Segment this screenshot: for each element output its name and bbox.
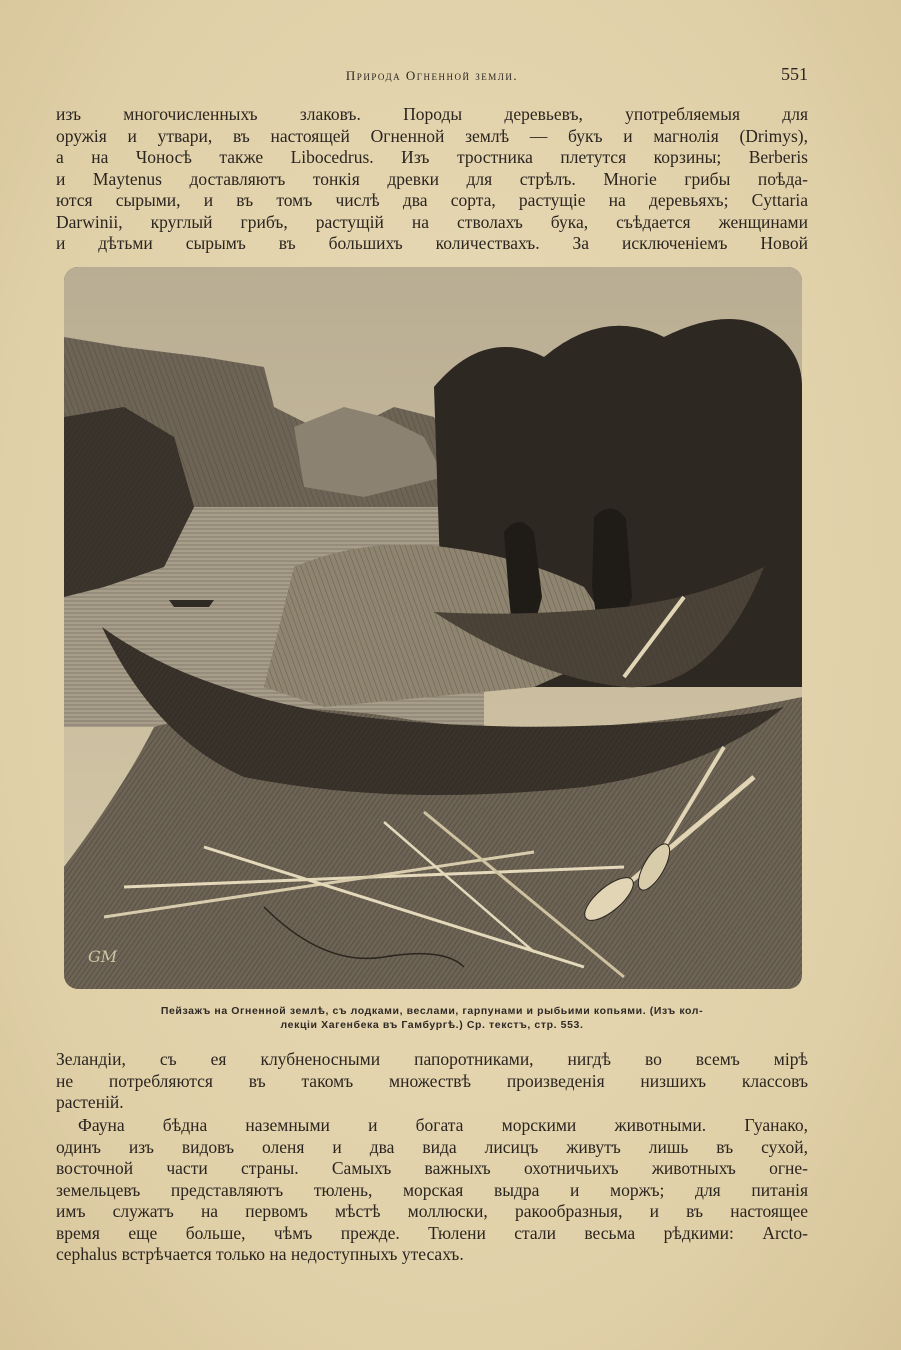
engraving-canvas — [64, 267, 802, 989]
caption-line: лекціи Хагенбека въ Гамбургѣ.) Ср. текстъ, стр. 553. — [280, 1019, 584, 1031]
text-line: оружія и утвари, въ настоящей Огненной землѣ — букъ и магнолія (Drimys), — [56, 125, 808, 146]
text-line: имъ служатъ на первомъ мѣстѣ моллюски, ракообразныя, и въ настоящее — [56, 1201, 808, 1221]
text-line: одинъ изъ видовъ оленя и два вида лисицъ живутъ лишь въ сухой, — [56, 1136, 808, 1157]
top-paragraph — [56, 104, 808, 255]
text-line: земельцевъ представляютъ тюлень, морская выдра и моржъ; для питанія — [56, 1179, 808, 1200]
text-line: растеній. — [56, 1092, 124, 1112]
text-line: и Maytenus доставляютъ тонкія древки для стрѣлъ. Многіе грибы поѣда- — [56, 168, 808, 189]
text-line: Фауна бѣдна наземными и богата морскими животными. Гуанако, — [78, 1115, 808, 1135]
text-line: а на Чоносѣ также Libocedrus. Изъ тростника плетутся корзины; Berberis — [56, 147, 808, 167]
text-line: и дѣтьми сырымъ въ большихъ количествахъ. За исключеніемъ Новой — [56, 233, 808, 253]
engraving-illustration — [64, 267, 802, 989]
text-line: ются сырыми, и въ томъ числѣ два сорта, растущіе на деревьяхъ; Cyttaria — [56, 190, 808, 210]
bottom-paragraph-1 — [56, 1049, 808, 1114]
text-line: Darwinii, круглый грибъ, растущій на стволахъ бука, съѣдается женщинами — [56, 211, 808, 232]
text-line: восточной части страны. Самыхъ важныхъ охотничьихъ животныхъ огне- — [56, 1158, 808, 1178]
artist-signature: GM — [88, 947, 118, 966]
page-number: 551 — [781, 64, 808, 84]
text-line: Зеландіи, съ ея клубненосными папоротниками, нигдѣ во всемъ мірѣ — [56, 1049, 808, 1069]
running-head: Природа Огненной земли. — [345, 68, 519, 83]
page-header — [56, 64, 808, 88]
text-line: cephalus встрѣчается только на недоступныхъ утесахъ. — [56, 1244, 464, 1264]
illustration-caption — [58, 1004, 806, 1032]
text-line: не потребляются въ такомъ множествѣ произведенія низшихъ классовъ — [56, 1070, 808, 1091]
text-line: время еще больше, чѣмъ прежде. Тюлени стали весьма рѣдкими: Arcto- — [56, 1222, 808, 1243]
bottom-paragraph-2 — [56, 1115, 808, 1266]
text-line: изъ многочисленныхъ злаковъ. Породы деревьевъ, употребляемыя для — [56, 104, 808, 124]
caption-line: Пейзажъ на Огненной землѣ, съ лодками, веслами, гарпунами и рыбьими копьями. (Изъ кол- — [160, 1005, 704, 1017]
